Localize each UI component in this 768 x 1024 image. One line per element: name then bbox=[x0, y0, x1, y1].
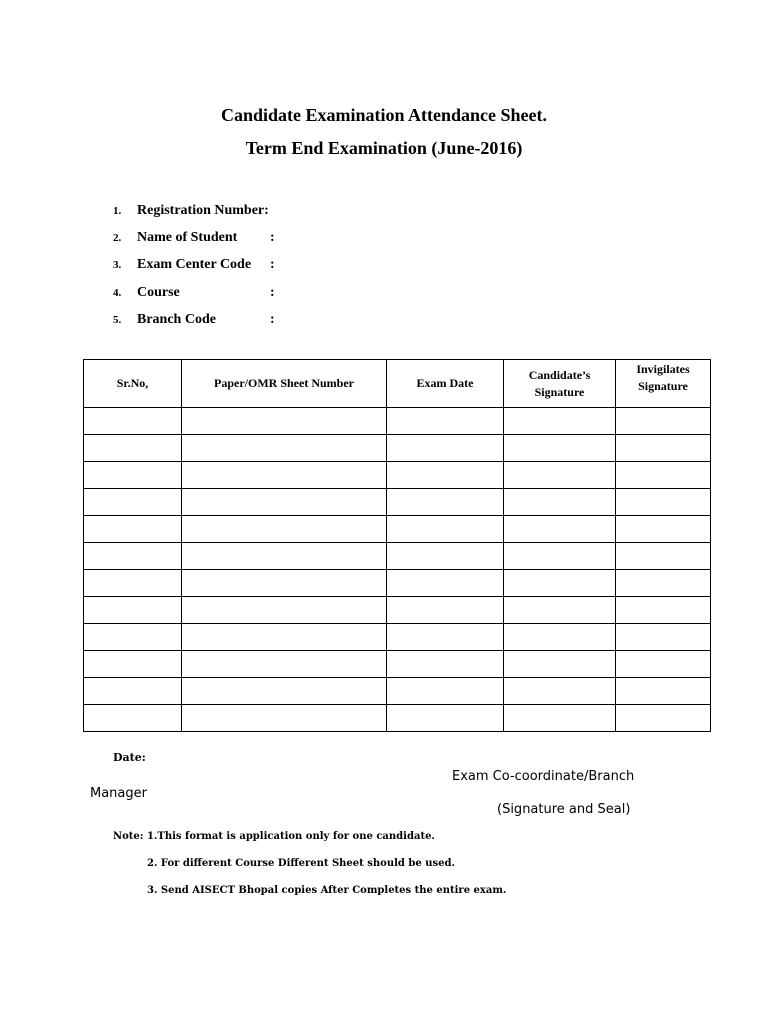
table-cell[interactable] bbox=[84, 408, 182, 435]
table-cell[interactable] bbox=[504, 462, 616, 489]
date-label: Date: bbox=[113, 751, 146, 764]
table-cell[interactable] bbox=[616, 570, 711, 597]
field-label: Exam Center Code bbox=[137, 257, 252, 272]
header-line: Candidate’s bbox=[528, 367, 591, 382]
table-cell[interactable] bbox=[616, 678, 711, 705]
field-branch-code bbox=[113, 312, 413, 332]
field-colon: : bbox=[270, 285, 275, 300]
field-number: 3. bbox=[113, 259, 122, 271]
header-line: Signature bbox=[638, 379, 688, 393]
header-sr-no: Sr.No, bbox=[84, 360, 182, 408]
table-cell[interactable] bbox=[84, 570, 182, 597]
table-cell[interactable] bbox=[504, 435, 616, 462]
table-row bbox=[84, 570, 711, 597]
table-cell[interactable] bbox=[387, 435, 504, 462]
field-label: Branch Code bbox=[137, 312, 216, 327]
attendance-table bbox=[83, 359, 711, 732]
table-cell[interactable] bbox=[84, 597, 182, 624]
table-cell[interactable] bbox=[504, 408, 616, 435]
table-row bbox=[84, 597, 711, 624]
table-cell[interactable] bbox=[387, 624, 504, 651]
field-number: 5. bbox=[113, 314, 122, 326]
table-row bbox=[84, 408, 711, 435]
table-cell[interactable] bbox=[182, 651, 387, 678]
manager-label: Manager bbox=[90, 786, 147, 801]
table-cell[interactable] bbox=[182, 462, 387, 489]
field-exam-center-code bbox=[113, 257, 413, 277]
table-cell[interactable] bbox=[616, 624, 711, 651]
table-cell[interactable] bbox=[387, 651, 504, 678]
field-label: Course bbox=[137, 285, 180, 300]
table-cell[interactable] bbox=[387, 678, 504, 705]
table-cell[interactable] bbox=[182, 678, 387, 705]
table-cell[interactable] bbox=[504, 570, 616, 597]
table-cell[interactable] bbox=[387, 543, 504, 570]
table-cell[interactable] bbox=[182, 570, 387, 597]
field-colon: : bbox=[270, 312, 275, 327]
table-cell[interactable] bbox=[616, 516, 711, 543]
table-cell[interactable] bbox=[387, 462, 504, 489]
table-cell[interactable] bbox=[504, 597, 616, 624]
table-cell[interactable] bbox=[504, 543, 616, 570]
table-cell[interactable] bbox=[387, 408, 504, 435]
table-row bbox=[84, 543, 711, 570]
table-cell[interactable] bbox=[182, 624, 387, 651]
table-cell[interactable] bbox=[387, 597, 504, 624]
header-line: Invigilates bbox=[636, 362, 690, 376]
table-row bbox=[84, 705, 711, 732]
header-paper-omr-number: Paper/OMR Sheet Number bbox=[182, 360, 387, 408]
table-cell[interactable] bbox=[84, 624, 182, 651]
table-cell[interactable] bbox=[84, 489, 182, 516]
table-cell[interactable] bbox=[616, 435, 711, 462]
table-cell[interactable] bbox=[387, 489, 504, 516]
field-label: Name of Student bbox=[137, 230, 238, 245]
table-cell[interactable] bbox=[616, 651, 711, 678]
table-cell[interactable] bbox=[616, 705, 711, 732]
table-cell[interactable] bbox=[84, 435, 182, 462]
header-line: Signature bbox=[534, 384, 585, 399]
header-candidate-signature bbox=[504, 360, 616, 408]
table-cell[interactable] bbox=[616, 543, 711, 570]
document-title: Candidate Examination Attendance Sheet. bbox=[220, 105, 548, 125]
table-cell[interactable] bbox=[84, 462, 182, 489]
table-row bbox=[84, 489, 711, 516]
table-cell[interactable] bbox=[182, 435, 387, 462]
table-cell[interactable] bbox=[182, 543, 387, 570]
header-invigilator-signature bbox=[616, 360, 711, 408]
table-cell[interactable] bbox=[616, 462, 711, 489]
table-cell[interactable] bbox=[84, 543, 182, 570]
table-cell[interactable] bbox=[387, 705, 504, 732]
table-cell[interactable] bbox=[182, 597, 387, 624]
note-line: 2. For different Course Different Sheet should be used. bbox=[147, 858, 455, 869]
exam-coordinate-label: Exam Co-coordinate/Branch bbox=[452, 769, 635, 784]
table-cell[interactable] bbox=[84, 651, 182, 678]
table-cell[interactable] bbox=[182, 516, 387, 543]
table-cell[interactable] bbox=[182, 489, 387, 516]
field-course bbox=[113, 285, 413, 305]
table-cell[interactable] bbox=[504, 489, 616, 516]
table-cell[interactable] bbox=[387, 516, 504, 543]
table-cell[interactable] bbox=[84, 516, 182, 543]
field-colon: : bbox=[270, 230, 275, 245]
table-cell[interactable] bbox=[504, 651, 616, 678]
table-cell[interactable] bbox=[387, 570, 504, 597]
table-cell[interactable] bbox=[84, 678, 182, 705]
document-subtitle: Term End Examination (June-2016) bbox=[245, 138, 523, 158]
table-cell[interactable] bbox=[182, 408, 387, 435]
field-number: 1. bbox=[113, 205, 122, 217]
field-name-of-student bbox=[113, 230, 413, 250]
table-cell[interactable] bbox=[84, 705, 182, 732]
table-row bbox=[84, 435, 711, 462]
table-row bbox=[84, 516, 711, 543]
signature-seal-label: (Signature and Seal) bbox=[497, 802, 631, 817]
table-row bbox=[84, 462, 711, 489]
table-row bbox=[84, 678, 711, 705]
header-exam-date: Exam Date bbox=[387, 360, 504, 408]
table-cell[interactable] bbox=[504, 705, 616, 732]
table-cell[interactable] bbox=[616, 408, 711, 435]
field-label: Registration Number: bbox=[137, 203, 269, 218]
table-row bbox=[84, 651, 711, 678]
table-row bbox=[84, 624, 711, 651]
table-cell[interactable] bbox=[616, 597, 711, 624]
table-cell[interactable] bbox=[182, 705, 387, 732]
table-cell[interactable] bbox=[504, 624, 616, 651]
field-registration-number bbox=[113, 203, 413, 223]
field-number: 2. bbox=[113, 232, 122, 244]
note-line: 3. Send AISECT Bhopal copies After Completes the entire exam. bbox=[147, 885, 507, 896]
field-number: 4. bbox=[113, 287, 122, 299]
field-colon: : bbox=[270, 257, 275, 272]
note-line: Note: 1.This format is application only for one candidate. bbox=[113, 831, 435, 842]
table-cell[interactable] bbox=[504, 678, 616, 705]
table-cell[interactable] bbox=[504, 516, 616, 543]
table-header-row bbox=[84, 360, 711, 408]
table-cell[interactable] bbox=[616, 489, 711, 516]
